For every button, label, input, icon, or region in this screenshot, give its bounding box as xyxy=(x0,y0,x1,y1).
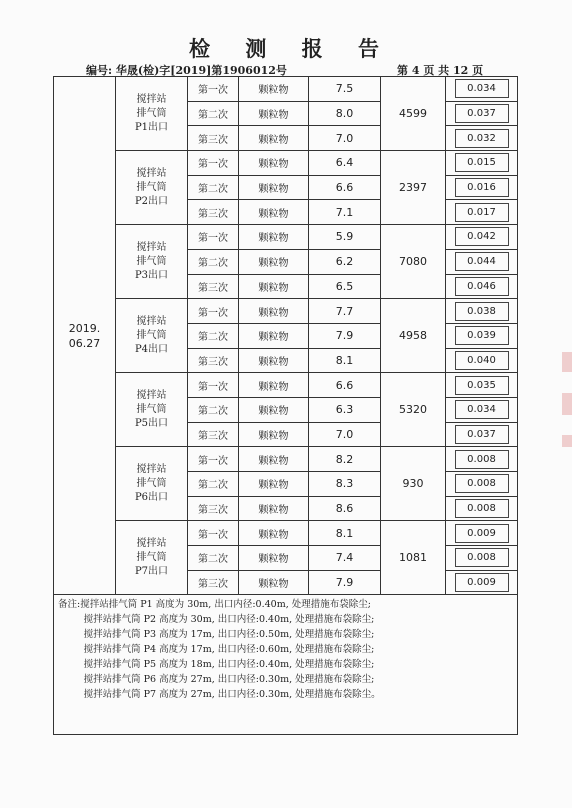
emission-rate-value: 0.044 xyxy=(455,252,509,271)
emission-rate-cell xyxy=(446,521,518,546)
emission-rate-cell xyxy=(446,447,518,472)
sampling-site-cell: 搅拌站 排气筒 P2出口 xyxy=(116,151,188,225)
emission-rate-value: 0.017 xyxy=(455,203,509,222)
note-line xyxy=(58,687,517,702)
note-text: 搅拌站排气筒 P7 高度为 27m, 出口内径:0.30m, 处理措施布袋除尘。 xyxy=(83,689,381,701)
note-line xyxy=(58,672,517,687)
concentration-cell: 7.0 xyxy=(309,422,381,447)
sampling-site-cell: 搅拌站 排气筒 P6出口 xyxy=(116,447,188,521)
emission-rate-value: 0.009 xyxy=(455,573,509,592)
emission-rate-value: 0.034 xyxy=(455,400,509,419)
note-text: 搅拌站排气筒 P3 高度为 17m, 出口内径:0.50m, 处理措施布袋除尘; xyxy=(83,629,375,641)
emission-rate-cell xyxy=(446,249,518,274)
note-text: 搅拌站排气筒 P1 高度为 30m, 出口内径:0.40m, 处理措施布袋除尘; xyxy=(80,599,371,611)
flow-rate-cell: 4958 xyxy=(381,299,446,373)
run-cell: 第二次 xyxy=(188,175,239,200)
report-title: 检 测 报 告 xyxy=(189,36,393,61)
run-cell: 第二次 xyxy=(188,101,239,126)
notes-label: 备注: xyxy=(58,599,81,611)
run-cell: 第三次 xyxy=(188,496,239,521)
measurement-table xyxy=(53,76,518,735)
note-line xyxy=(58,597,517,612)
emission-rate-cell xyxy=(446,77,518,102)
seal-stamp-fragment xyxy=(562,435,572,447)
run-cell: 第三次 xyxy=(188,274,239,299)
emission-rate-value: 0.042 xyxy=(455,227,509,246)
flow-rate-cell: 1081 xyxy=(381,521,446,595)
run-cell: 第一次 xyxy=(188,447,239,472)
emission-rate-cell xyxy=(446,472,518,497)
run-cell: 第三次 xyxy=(188,422,239,447)
emission-rate-value: 0.008 xyxy=(455,548,509,567)
run-cell: 第二次 xyxy=(188,472,239,497)
table-row xyxy=(54,77,518,102)
concentration-cell: 5.9 xyxy=(309,225,381,250)
emission-rate-cell xyxy=(446,126,518,151)
run-cell: 第三次 xyxy=(188,348,239,373)
emission-rate-value: 0.032 xyxy=(455,129,509,148)
emission-rate-value: 0.016 xyxy=(455,178,509,197)
note-text: 搅拌站排气筒 P5 高度为 18m, 出口内径:0.40m, 处理措施布袋除尘; xyxy=(83,659,375,671)
run-cell: 第三次 xyxy=(188,126,239,151)
table-row xyxy=(54,151,518,176)
notes-row xyxy=(54,595,518,735)
emission-rate-cell xyxy=(446,397,518,422)
emission-rate-cell xyxy=(446,151,518,176)
run-cell: 第三次 xyxy=(188,200,239,225)
pollutant-cell: 颗粒物 xyxy=(239,521,309,546)
emission-rate-cell xyxy=(446,546,518,571)
emission-rate-cell xyxy=(446,570,518,595)
concentration-cell: 6.6 xyxy=(309,373,381,398)
run-cell: 第二次 xyxy=(188,546,239,571)
notes-cell xyxy=(54,595,518,735)
pollutant-cell: 颗粒物 xyxy=(239,546,309,571)
emission-rate-cell xyxy=(446,348,518,373)
pollutant-cell: 颗粒物 xyxy=(239,348,309,373)
page-info: 第 4 页 共 12 页 xyxy=(397,64,484,77)
run-cell: 第三次 xyxy=(188,570,239,595)
pollutant-cell: 颗粒物 xyxy=(239,323,309,348)
report-number: 编号: 华晟(检)字[2019]第1906012号 xyxy=(86,64,287,77)
emission-rate-value: 0.034 xyxy=(455,79,509,98)
flow-rate-cell: 7080 xyxy=(381,225,446,299)
run-cell: 第二次 xyxy=(188,397,239,422)
emission-rate-cell xyxy=(446,323,518,348)
concentration-cell: 7.4 xyxy=(309,546,381,571)
pollutant-cell: 颗粒物 xyxy=(239,447,309,472)
concentration-cell: 6.4 xyxy=(309,151,381,176)
run-cell: 第一次 xyxy=(188,521,239,546)
run-cell: 第一次 xyxy=(188,299,239,324)
flow-rate-cell: 2397 xyxy=(381,151,446,225)
pollutant-cell: 颗粒物 xyxy=(239,496,309,521)
concentration-cell: 7.5 xyxy=(309,77,381,102)
emission-rate-value: 0.039 xyxy=(455,326,509,345)
pollutant-cell: 颗粒物 xyxy=(239,249,309,274)
emission-rate-value: 0.008 xyxy=(455,499,509,518)
emission-rate-value: 0.037 xyxy=(455,425,509,444)
concentration-cell: 6.6 xyxy=(309,175,381,200)
concentration-cell: 8.1 xyxy=(309,521,381,546)
emission-rate-value: 0.038 xyxy=(455,302,509,321)
concentration-cell: 6.5 xyxy=(309,274,381,299)
sampling-site-cell: 搅拌站 排气筒 P3出口 xyxy=(116,225,188,299)
emission-rate-value: 0.035 xyxy=(455,376,509,395)
emission-rate-value: 0.040 xyxy=(455,351,509,370)
run-cell: 第一次 xyxy=(188,225,239,250)
pollutant-cell: 颗粒物 xyxy=(239,299,309,324)
table-row xyxy=(54,447,518,472)
pollutant-cell: 颗粒物 xyxy=(239,151,309,176)
pollutant-cell: 颗粒物 xyxy=(239,570,309,595)
run-cell: 第二次 xyxy=(188,323,239,348)
sampling-site-cell: 搅拌站 排气筒 P1出口 xyxy=(116,77,188,151)
flow-rate-cell: 5320 xyxy=(381,373,446,447)
table-row xyxy=(54,225,518,250)
note-line xyxy=(58,657,517,672)
pollutant-cell: 颗粒物 xyxy=(239,397,309,422)
emission-rate-value: 0.008 xyxy=(455,474,509,493)
note-text: 搅拌站排气筒 P2 高度为 30m, 出口内径:0.40m, 处理措施布袋除尘; xyxy=(83,614,375,626)
emission-rate-cell xyxy=(446,101,518,126)
seal-stamp-fragment xyxy=(562,393,572,415)
concentration-cell: 7.1 xyxy=(309,200,381,225)
run-cell: 第一次 xyxy=(188,151,239,176)
concentration-cell: 7.9 xyxy=(309,570,381,595)
seal-stamp-fragment xyxy=(562,352,572,372)
flow-rate-cell: 4599 xyxy=(381,77,446,151)
pollutant-cell: 颗粒物 xyxy=(239,373,309,398)
pollutant-cell: 颗粒物 xyxy=(239,175,309,200)
run-cell: 第二次 xyxy=(188,249,239,274)
note-line xyxy=(58,627,517,642)
pollutant-cell: 颗粒物 xyxy=(239,200,309,225)
emission-rate-cell xyxy=(446,422,518,447)
concentration-cell: 8.1 xyxy=(309,348,381,373)
flow-rate-cell: 930 xyxy=(381,447,446,521)
emission-rate-cell xyxy=(446,175,518,200)
note-text: 搅拌站排气筒 P4 高度为 17m, 出口内径:0.60m, 处理措施布袋除尘; xyxy=(83,644,375,656)
emission-rate-value: 0.008 xyxy=(455,450,509,469)
concentration-cell: 8.6 xyxy=(309,496,381,521)
concentration-cell: 6.2 xyxy=(309,249,381,274)
emission-rate-cell xyxy=(446,299,518,324)
pollutant-cell: 颗粒物 xyxy=(239,422,309,447)
emission-rate-cell xyxy=(446,373,518,398)
emission-rate-value: 0.015 xyxy=(455,153,509,172)
concentration-cell: 8.0 xyxy=(309,101,381,126)
note-line xyxy=(58,612,517,627)
run-cell: 第一次 xyxy=(188,77,239,102)
concentration-cell: 7.9 xyxy=(309,323,381,348)
note-line xyxy=(58,642,517,657)
sampling-site-cell: 搅拌站 排气筒 P4出口 xyxy=(116,299,188,373)
concentration-cell: 7.7 xyxy=(309,299,381,324)
pollutant-cell: 颗粒物 xyxy=(239,225,309,250)
run-cell: 第一次 xyxy=(188,373,239,398)
concentration-cell: 6.3 xyxy=(309,397,381,422)
sampling-date-cell: 2019. 06.27 xyxy=(54,77,116,595)
pollutant-cell: 颗粒物 xyxy=(239,77,309,102)
sampling-site-cell: 搅拌站 排气筒 P7出口 xyxy=(116,521,188,595)
emission-rate-cell xyxy=(446,200,518,225)
pollutant-cell: 颗粒物 xyxy=(239,472,309,497)
emission-rate-cell xyxy=(446,496,518,521)
emission-rate-value: 0.037 xyxy=(455,104,509,123)
pollutant-cell: 颗粒物 xyxy=(239,274,309,299)
table-row xyxy=(54,373,518,398)
emission-rate-cell xyxy=(446,274,518,299)
emission-rate-value: 0.009 xyxy=(455,524,509,543)
note-text: 搅拌站排气筒 P6 高度为 27m, 出口内径:0.30m, 处理措施布袋除尘; xyxy=(83,674,375,686)
concentration-cell: 8.3 xyxy=(309,472,381,497)
emission-rate-value: 0.046 xyxy=(455,277,509,296)
sampling-site-cell: 搅拌站 排气筒 P5出口 xyxy=(116,373,188,447)
table-row xyxy=(54,299,518,324)
pollutant-cell: 颗粒物 xyxy=(239,126,309,151)
concentration-cell: 8.2 xyxy=(309,447,381,472)
table-row xyxy=(54,521,518,546)
emission-rate-cell xyxy=(446,225,518,250)
concentration-cell: 7.0 xyxy=(309,126,381,151)
pollutant-cell: 颗粒物 xyxy=(239,101,309,126)
